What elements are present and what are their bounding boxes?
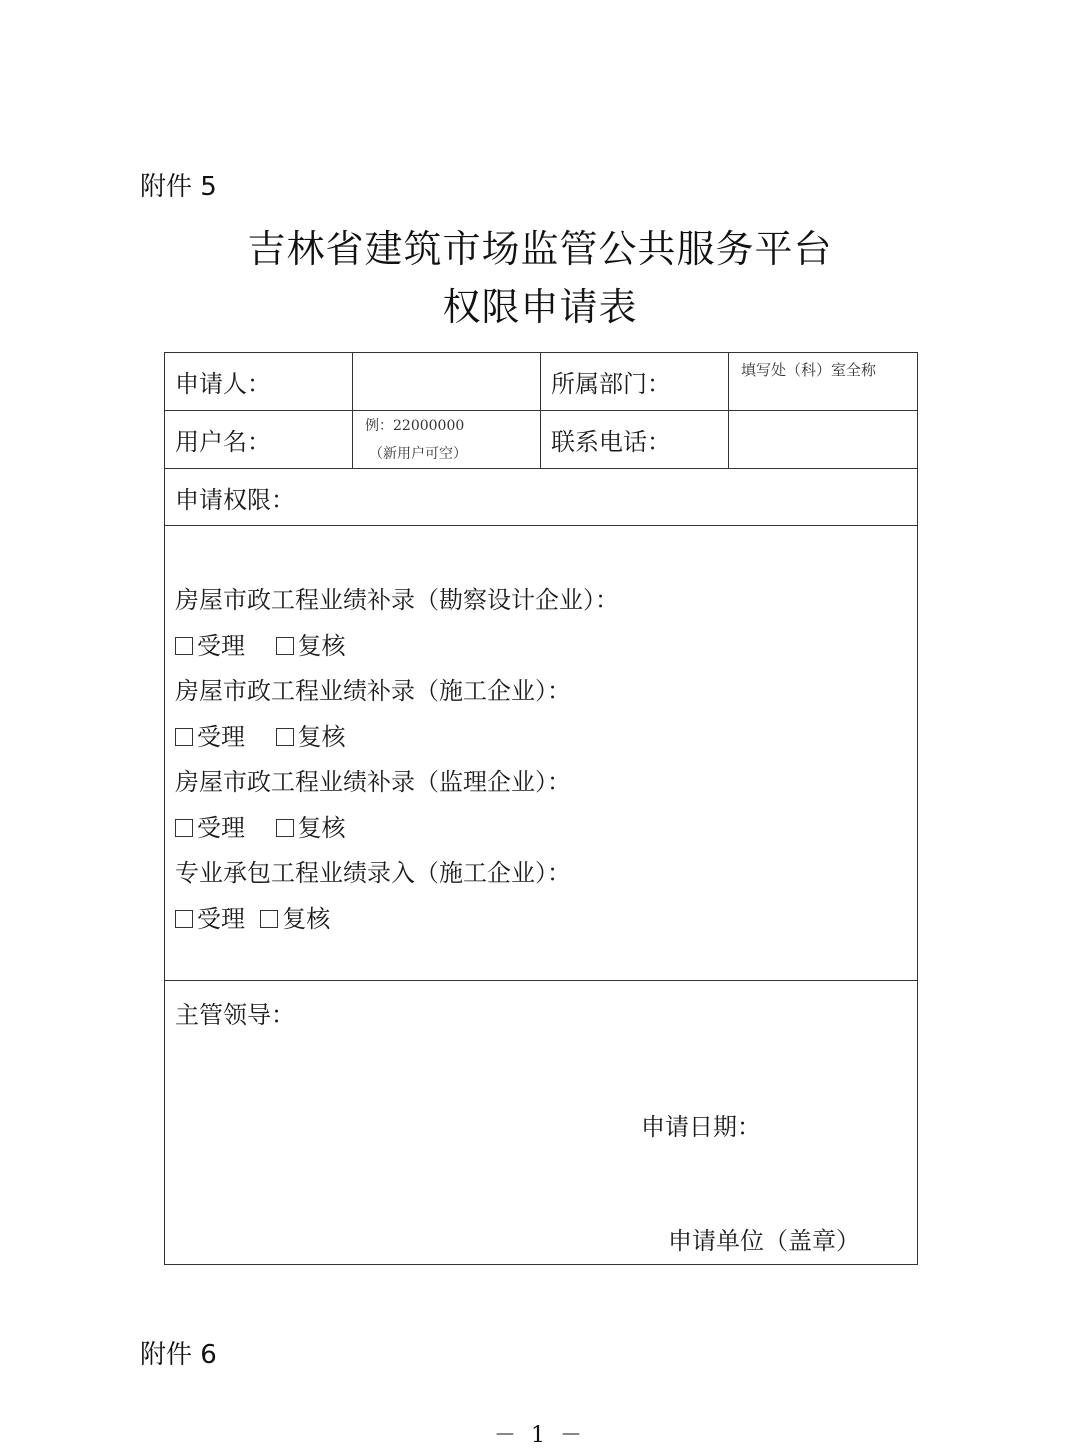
document-title-line-1: 吉林省建筑市场监管公共服务平台 xyxy=(247,227,833,271)
option-review[interactable]: 复核 xyxy=(276,714,346,760)
department-label: 所属部门： xyxy=(541,353,729,411)
permissions-section xyxy=(165,526,918,981)
option-review[interactable]: 复核 xyxy=(276,805,346,851)
apply-unit-label: 申请单位（盖章） xyxy=(668,1227,860,1255)
applicant-input[interactable] xyxy=(353,353,541,411)
option-accept[interactable]: 受理 xyxy=(175,805,245,851)
option-review[interactable]: 复核 xyxy=(276,623,346,669)
checkbox[interactable] xyxy=(175,819,193,837)
username-label: 用户名： xyxy=(165,411,353,469)
username-input[interactable] xyxy=(353,411,541,469)
permission-application-form xyxy=(164,352,918,1265)
page-number: － 1 － xyxy=(494,1423,586,1448)
permission-group-title: 房屋市政工程业绩补录（勘察设计企业）： xyxy=(175,586,619,614)
option-accept[interactable]: 受理 xyxy=(175,896,245,942)
applicant-label: 申请人： xyxy=(165,353,353,411)
option-accept[interactable]: 受理 xyxy=(175,623,245,669)
checkbox[interactable] xyxy=(175,728,193,746)
permission-group xyxy=(175,578,917,669)
username-hint-new-user: （新用户可空） xyxy=(369,445,467,462)
permission-group-title: 房屋市政工程业绩补录（施工企业）： xyxy=(175,677,571,705)
checkbox[interactable] xyxy=(276,819,294,837)
checkbox[interactable] xyxy=(276,637,294,655)
checkbox[interactable] xyxy=(175,910,193,928)
permissions-label: 申请权限： xyxy=(165,469,918,526)
checkbox[interactable] xyxy=(175,637,193,655)
apply-date-label: 申请日期： xyxy=(641,1113,761,1141)
phone-input[interactable] xyxy=(729,411,918,469)
phone-label: 联系电话： xyxy=(541,411,729,469)
attachment-6-label: 附件 6 xyxy=(140,1340,217,1370)
permission-group-title: 房屋市政工程业绩补录（监理企业）： xyxy=(175,768,571,796)
department-input[interactable] xyxy=(729,353,918,411)
attachment-5-label: 附件 5 xyxy=(140,172,217,202)
permission-group xyxy=(175,669,917,760)
checkbox[interactable] xyxy=(260,910,278,928)
permission-group xyxy=(175,851,917,942)
permission-group-title: 专业承包工程业绩录入（施工企业）： xyxy=(175,859,571,887)
permission-group xyxy=(175,760,917,851)
department-hint: 填写处（科）室全称 xyxy=(741,361,877,379)
option-review[interactable]: 复核 xyxy=(260,896,330,942)
username-hint-example: 例：22000000 xyxy=(365,417,465,434)
leader-label: 主管领导： xyxy=(175,1001,295,1029)
option-accept[interactable]: 受理 xyxy=(175,714,245,760)
checkbox[interactable] xyxy=(276,728,294,746)
leader-approval-section xyxy=(165,981,918,1265)
document-title-line-2: 权限申请表 xyxy=(442,285,638,329)
